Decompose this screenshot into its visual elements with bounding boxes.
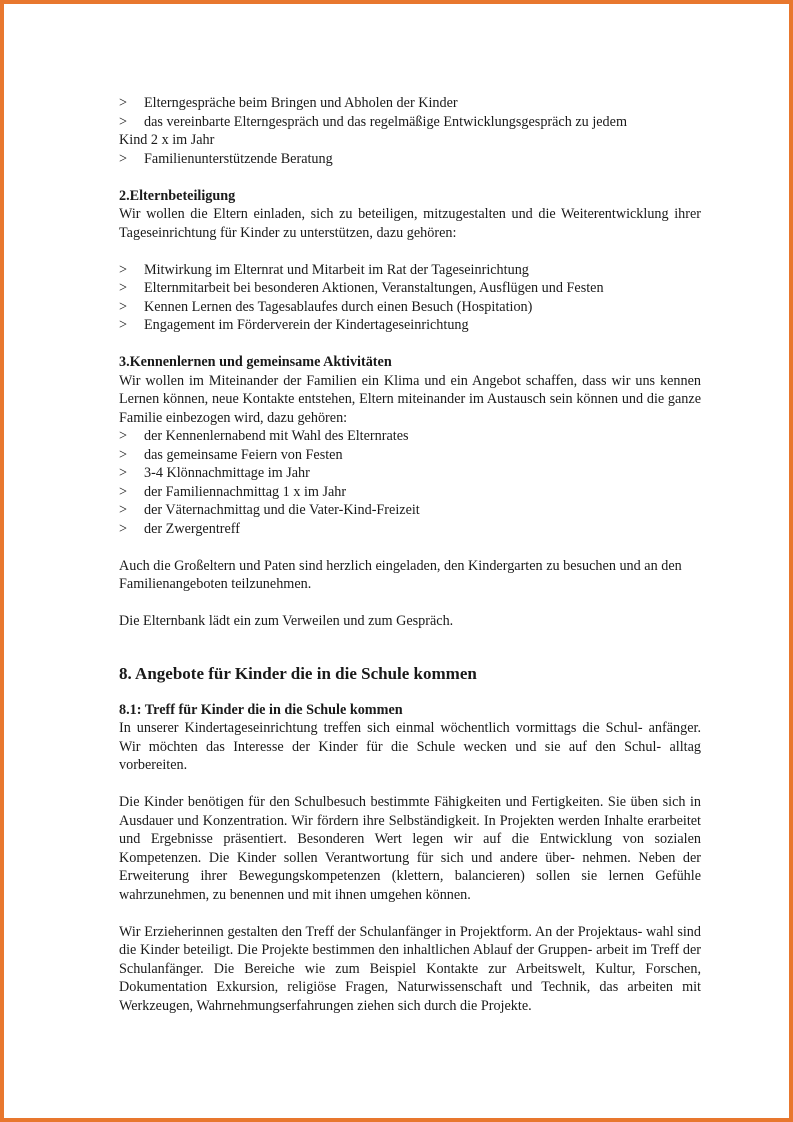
paragraph: Wir Erzieherinnen gestalten den Treff der Schulanfänger in Projektform. An der Projektaus- wahl sind die Kinder beteiligt. Die Projekte bestimmen den inhaltlichen Ablauf der Gruppen- arbeit im Treff der Schulanfänger. Die Bereiche wie zum Beispiel Kontakte zur Arbeitswelt, Kultur, Forschen, Dokumentation Exkursion, religiöse Fragen, Naturwissenschaft und Technik, das arbeiten mit Werkzeugen, Wahrnehmungserfahrungen ziehen sich durch die Projekte. [119,923,701,1014]
list-item-text: der Familiennachmittag 1 x im Jahr [144,483,347,500]
paragraph: Wir wollen im Miteinander der Familien ein Klima und ein Angebot schaffen, dass wir uns kennen Lernen können, neue Kontakte entstehen, Eltern miteinander im Austausch sein können und die ganze Familie einbezogen wird, dazu gehören: [119,372,701,426]
paragraph: In unserer Kindertageseinrichtung treffen sich einmal wöchentlich vormittags die Schul- anfänger. Wir möchten das Interesse der Kinder für die Schule wecken und sie auf den Schul- alltag vorbereiten. [119,720,701,773]
paragraph: Die Elternbank lädt ein zum Verweilen und zum Gespräch. [119,613,454,629]
list-item [119,520,701,539]
document-page [119,94,701,1015]
bullet-marker: > [119,483,128,500]
paragraph: Die Kinder benötigen für den Schulbesuch bestimmte Fähigkeiten und Fertigkeiten. Sie üben sich in Ausdauer und Konzentration. Wir fördern ihre Selbständigkeit. In Projekten werden Inhalte erarbeitet und Ergebnisse präsentiert. Besonderen Wert legen wir auf die Entwicklung von sozialen Kompetenzen. Die Kinder sollen Verantwortung für sich und andere über- nehmen. Neben der Erweiterung ihrer Bewegungskompetenzen (klettern, balancieren) sollen sie lernen Gefühle wahrzunehmen, zu benennen und mit ihnen umgehen können. [119,794,701,903]
list-item [119,150,701,169]
bullet-marker: > [119,428,128,444]
list-item-text: das gemeinsame Feiern von Festen [144,446,343,463]
list-item [119,464,701,483]
list-item [119,298,701,317]
bullet-marker: > [119,150,128,167]
list-item-text: Elternmitarbeit bei besonderen Aktionen, Veranstaltungen, Ausflügen und Festen [144,280,604,296]
paragraph: Wir wollen die Eltern einladen, sich zu beteiligen, mitzugestalten und die Weiterentwicklung ihrer Tageseinrichtung für Kinder zu unterstützen, dazu gehören: [119,206,701,241]
list-item-text: Familienunterstützende Beratung [144,150,333,167]
list-item-text: Engagement im Förderverein der Kindertageseinrichtung [144,317,469,333]
bullet-marker: > [119,520,128,537]
bullet-marker: > [119,446,128,463]
list-item-text: Elterngespräche beim Bringen und Abholen der Kinder [144,95,458,111]
bullet-marker: > [119,113,128,130]
list-item [119,501,701,520]
list-item [119,261,701,280]
chapter-heading: 8. Angebote für Kinder die in die Schule kommen [119,663,477,683]
list-item [119,113,701,132]
subsection-heading: 8.1: Treff für Kinder die in die Schule kommen [119,701,403,718]
list-item [119,483,701,502]
list-item [119,427,701,446]
bullet-marker: > [119,95,128,111]
bullet-marker: > [119,317,128,333]
list-item [119,279,701,298]
section-heading: 3.Kennenlernen und gemeinsame Aktivitäten [119,354,392,370]
list-item-text: Mitwirkung im Elternrat und Mitarbeit im Rat der Tageseinrichtung [144,261,529,278]
paragraph: Auch die Großeltern und Paten sind herzlich eingeladen, den Kindergarten zu besuchen und an den Familienangeboten teilzunehmen. [119,557,682,592]
list-item-text: Kennen Lernen des Tagesablaufes durch einen Besuch (Hospitation) [144,298,533,315]
list-item-text: 3-4 Klönnachmittage im Jahr [144,465,310,481]
bullet-marker: > [119,298,128,315]
list-item [119,94,701,113]
list-item [119,446,701,465]
list-item-text: der Väternachmittag und die Vater-Kind-Freizeit [144,502,420,518]
bullet-marker: > [119,261,128,278]
bullet-marker: > [119,465,128,481]
bullet-marker: > [119,280,128,296]
list-item-text: der Zwergentreff [144,520,240,537]
section-heading: 2.Elternbeteiligung [119,187,236,204]
list-item-text: das vereinbarte Elterngespräch und das regelmäßige Entwicklungsgespräch zu jedem [144,113,627,130]
list-item-continuation: Kind 2 x im Jahr [119,132,215,148]
list-item-text: der Kennenlernabend mit Wahl des Elternrates [144,428,409,444]
bullet-marker: > [119,502,128,518]
list-item [119,316,701,335]
